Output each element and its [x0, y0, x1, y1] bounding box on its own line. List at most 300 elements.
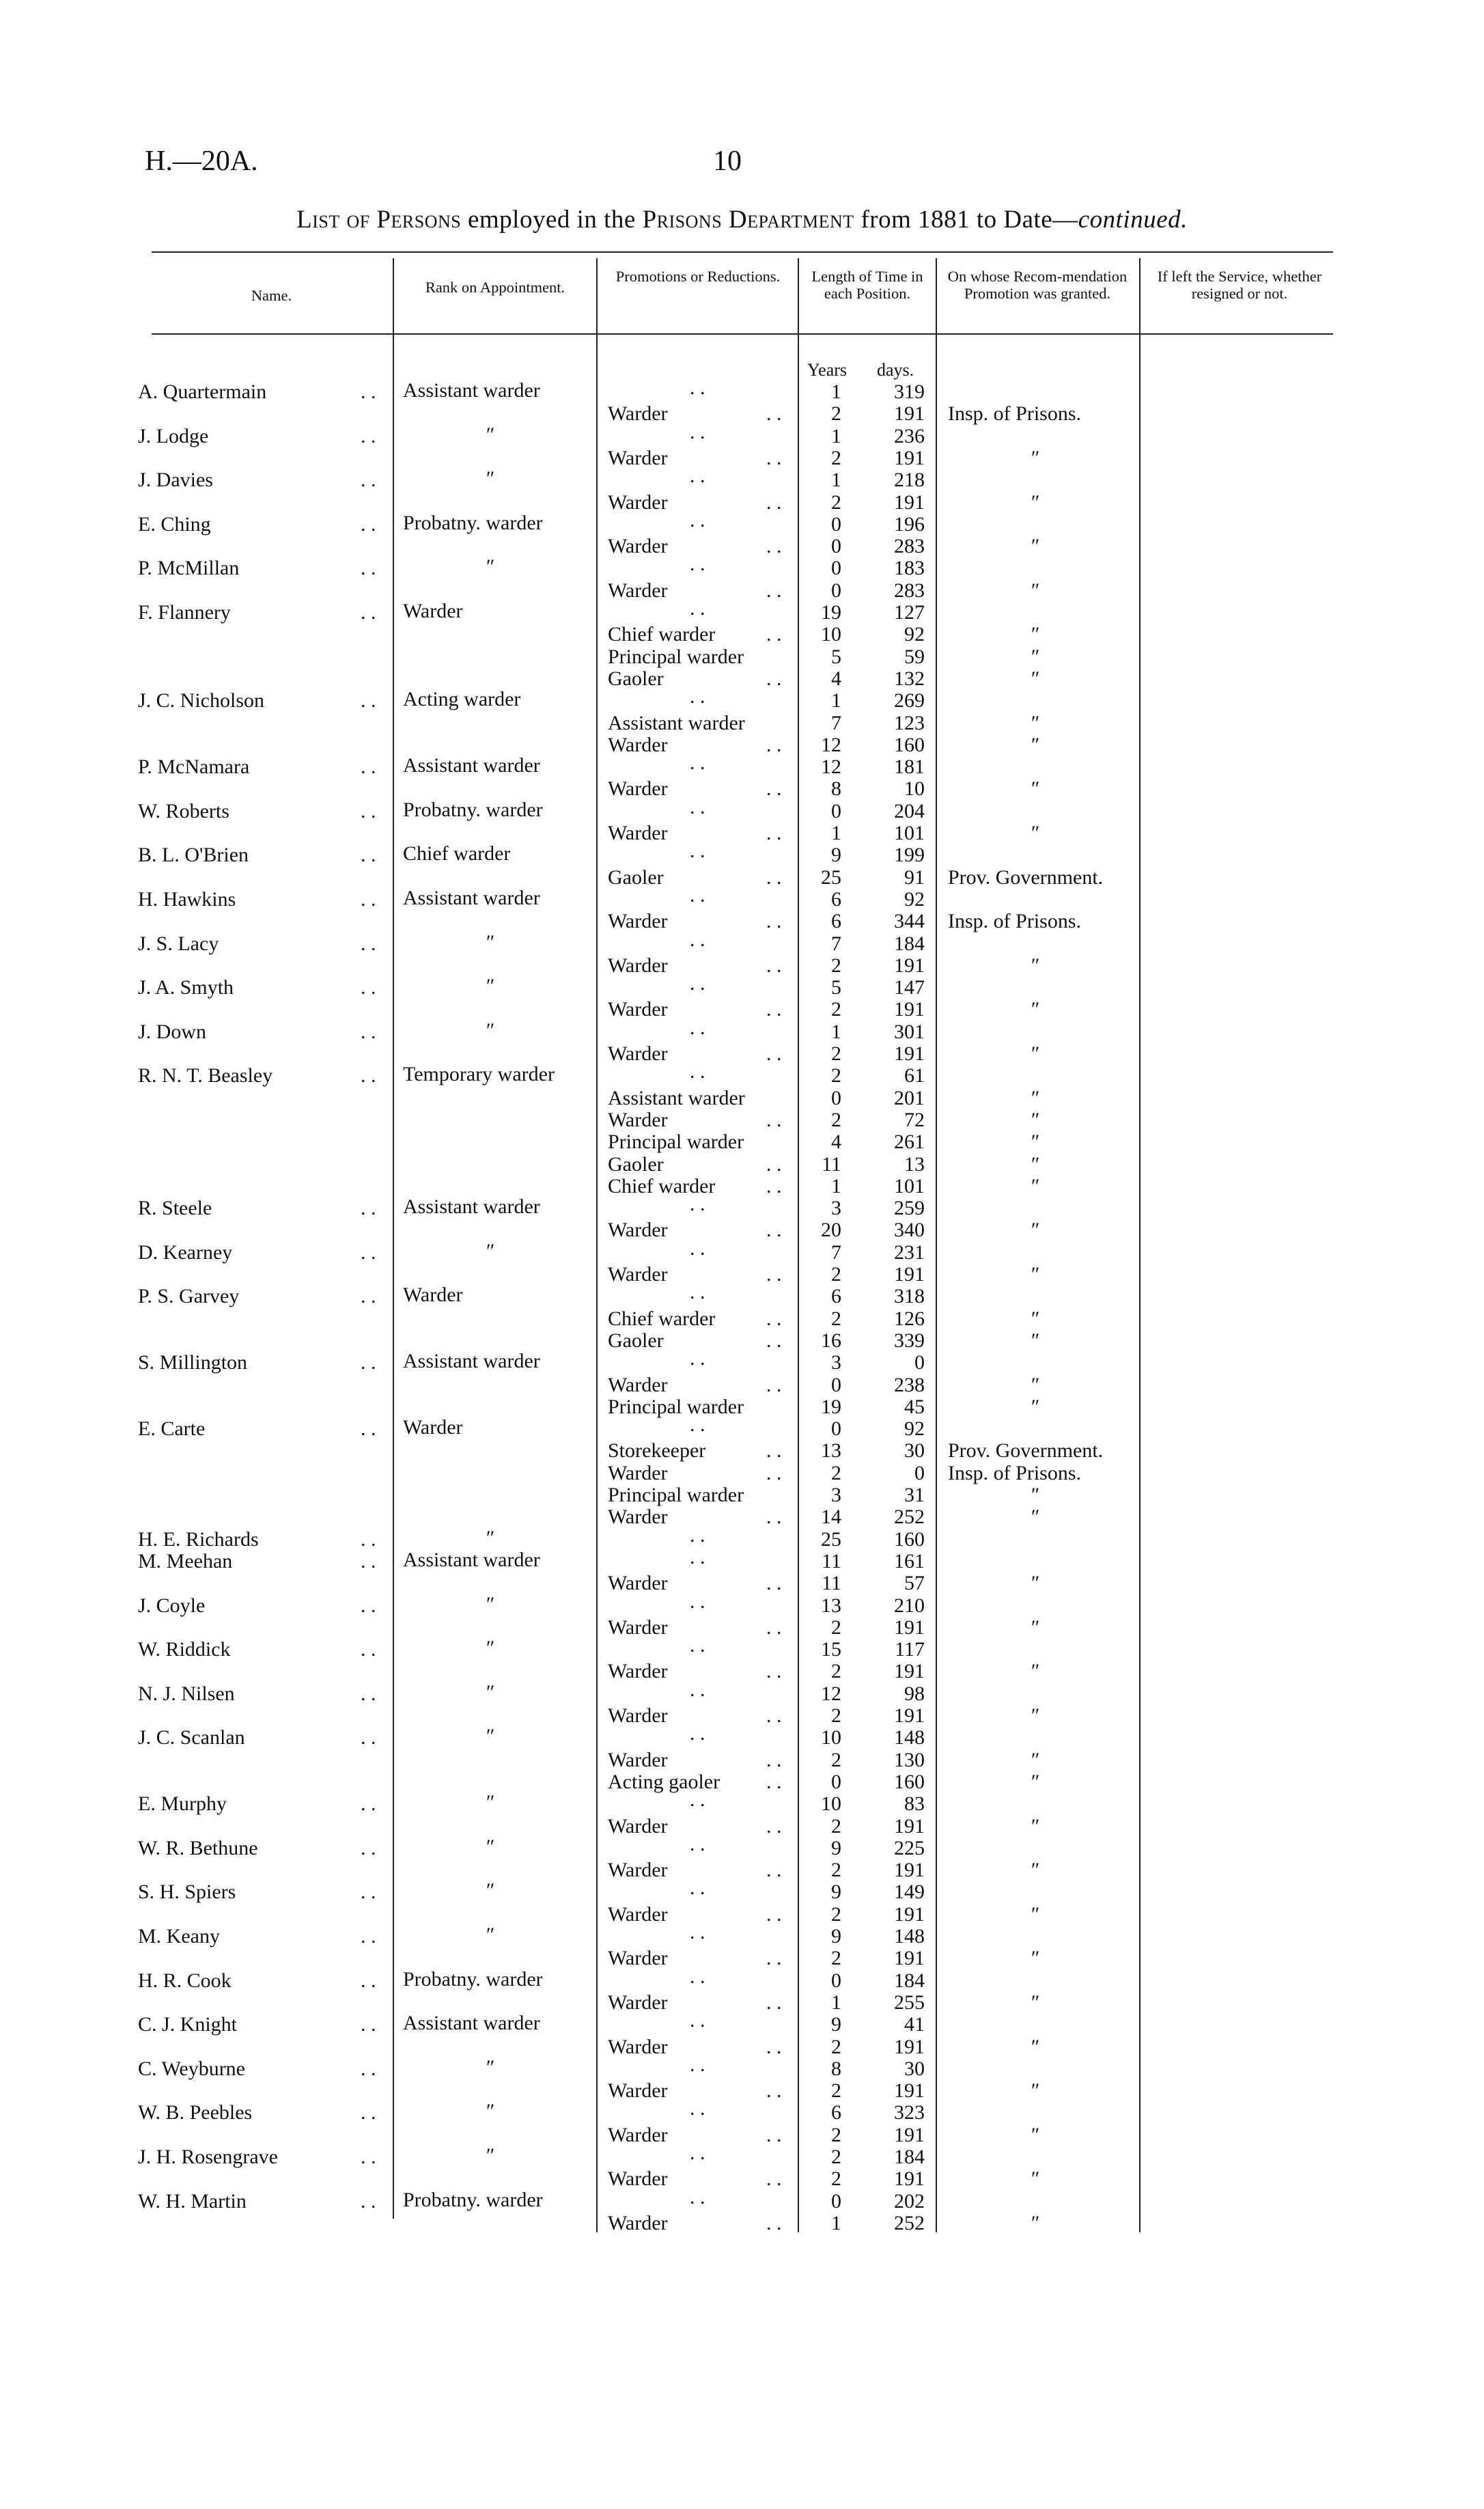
- column-header-recommendation: On whose Recom-mendation Promotion was granted.: [947, 268, 1128, 302]
- leader-dots: . .: [361, 1638, 376, 1661]
- rank-on-appointment: ″: [485, 467, 494, 490]
- leader-dots: . .: [690, 928, 705, 951]
- years-value: 3: [831, 1197, 841, 1220]
- rank-on-appointment: ″: [485, 2100, 494, 2123]
- promotion-title: Warder: [608, 777, 668, 801]
- years-value: 9: [831, 844, 841, 867]
- leader-dots: . .: [690, 1788, 705, 1812]
- promotion-title: Gaoler: [608, 865, 664, 889]
- years-value: 7: [831, 1240, 841, 1264]
- promotion-title: Gaoler: [608, 667, 664, 690]
- leader-dots: . .: [766, 1042, 782, 1065]
- leader-dots: . .: [766, 2035, 782, 2058]
- page-title: [0, 205, 1484, 234]
- recommended-by: ″: [1030, 1814, 1039, 1838]
- days-value: 204: [894, 799, 925, 822]
- recommended-by: ″: [1030, 1219, 1039, 1242]
- days-value: 92: [904, 1417, 925, 1441]
- leader-dots: . .: [766, 1152, 782, 1176]
- leader-dots: . .: [766, 402, 782, 426]
- leader-dots: . .: [361, 2146, 376, 2168]
- leader-dots: . .: [690, 1016, 705, 1039]
- recommended-by: ″: [1030, 1748, 1039, 1771]
- leader-dots: . .: [361, 601, 376, 624]
- years-value: 0: [831, 1373, 841, 1396]
- leader-dots: . .: [361, 1594, 376, 1617]
- leader-dots: . .: [361, 1881, 376, 1904]
- years-value: 19: [821, 1395, 841, 1418]
- days-value: 161: [894, 1549, 925, 1572]
- rank-on-appointment: Assistant warder: [403, 886, 540, 909]
- leader-dots: . .: [690, 1965, 705, 1988]
- years-value: 2: [831, 1704, 841, 1727]
- days-value: 191: [894, 1616, 925, 1639]
- recommended-by: ″: [1030, 1991, 1039, 2014]
- days-value: 0: [914, 1351, 925, 1374]
- years-value: 10: [821, 1792, 841, 1816]
- person-name: R. N. T. Beasley: [138, 1064, 273, 1087]
- leader-dots: . .: [766, 1329, 782, 1352]
- leader-dots: . .: [690, 508, 705, 531]
- table-top-rule: [152, 251, 1333, 253]
- promotion-title: Warder: [608, 402, 668, 426]
- person-name: B. L. O'Brien: [138, 844, 249, 867]
- promotion-title: Warder: [608, 1748, 668, 1771]
- years-value: 2: [831, 1461, 841, 1484]
- days-value: 238: [894, 1373, 925, 1396]
- years-value: 2: [831, 2123, 841, 2146]
- leader-dots: . .: [766, 954, 782, 977]
- recommended-by: ″: [1030, 1108, 1039, 1131]
- leader-dots: . .: [766, 1263, 782, 1286]
- person-name: H. E. Richards: [138, 1527, 259, 1551]
- years-value: 15: [821, 1638, 841, 1661]
- person-name: C. J. Knight: [138, 2013, 238, 2036]
- days-value: 252: [894, 2211, 925, 2234]
- leader-dots: . .: [690, 795, 705, 818]
- days-value: 191: [894, 1042, 925, 1065]
- leader-dots: . .: [690, 840, 705, 863]
- leader-dots: . .: [361, 1792, 376, 1816]
- promotion-title: Assistant warder: [608, 1086, 745, 1109]
- days-value: 191: [894, 1947, 925, 1970]
- years-value: 14: [821, 1506, 841, 1529]
- years-value: 0: [831, 2189, 841, 2213]
- years-value: 1: [831, 689, 841, 712]
- recommended-by: ″: [1030, 1947, 1039, 1970]
- promotion-title: Warder: [608, 998, 668, 1021]
- years-value: 1: [831, 1020, 841, 1043]
- person-name: W. Riddick: [138, 1638, 231, 1661]
- days-value: 91: [904, 865, 925, 889]
- recommended-by: ″: [1030, 2167, 1039, 2191]
- recommended-by: ″: [1030, 1704, 1039, 1727]
- days-value: 301: [894, 1020, 925, 1043]
- recommended-by: ″: [1030, 1395, 1039, 1418]
- years-value: 11: [822, 1152, 841, 1176]
- leader-dots: . .: [766, 1219, 782, 1242]
- person-name: E. Ching: [138, 512, 211, 536]
- days-value: 183: [894, 557, 925, 580]
- rank-on-appointment: Assistant warder: [403, 1548, 540, 1571]
- promotion-title: Warder: [608, 1506, 668, 1529]
- promotion-title: Assistant warder: [608, 711, 745, 734]
- years-label: Years: [807, 360, 848, 380]
- years-value: 9: [831, 1881, 841, 1904]
- promotion-title: Warder: [608, 2211, 668, 2234]
- recommended-by: ″: [1030, 1660, 1039, 1683]
- person-name: J. Lodge: [138, 424, 209, 447]
- leader-dots: . .: [361, 1925, 376, 1947]
- days-value: 191: [894, 402, 925, 426]
- promotion-title: Storekeeper: [608, 1439, 706, 1463]
- person-name: D. Kearney: [138, 1240, 233, 1264]
- leader-dots: . .: [766, 910, 782, 933]
- recommended-by: ″: [1030, 1859, 1039, 1882]
- years-value: 2: [831, 1660, 841, 1683]
- recommended-by: Insp. of Prisons.: [948, 910, 1082, 933]
- days-value: 117: [895, 1638, 925, 1661]
- rank-on-appointment: Assistant warder: [403, 754, 540, 777]
- leader-dots: . .: [690, 1236, 705, 1260]
- leader-dots: . .: [766, 1902, 782, 1926]
- days-value: 283: [894, 579, 925, 602]
- recommended-by: Insp. of Prisons.: [948, 402, 1082, 426]
- years-value: 5: [831, 976, 841, 999]
- leader-dots: . .: [361, 2101, 376, 2124]
- leader-dots: . .: [766, 2079, 782, 2103]
- days-value: 318: [894, 1285, 925, 1308]
- days-value: 184: [894, 1969, 925, 1992]
- column-header-name: Name.: [251, 287, 292, 304]
- promotion-title: Warder: [608, 1461, 668, 1484]
- promotion-title: Warder: [608, 1660, 668, 1683]
- leader-dots: . .: [766, 2167, 782, 2191]
- promotion-title: Warder: [608, 2167, 668, 2191]
- recommended-by: ″: [1030, 1152, 1039, 1176]
- promotion-title: Gaoler: [608, 1152, 664, 1176]
- rank-on-appointment: ″: [485, 1592, 494, 1616]
- person-name: C. Weyburne: [138, 2057, 246, 2080]
- days-value: 191: [894, 446, 925, 469]
- rank-on-appointment: Probatny. warder: [403, 2188, 543, 2211]
- column-divider: [1139, 258, 1140, 2232]
- days-value: 101: [894, 1174, 925, 1197]
- days-value: 259: [894, 1197, 925, 1220]
- rank-on-appointment: ″: [485, 930, 494, 954]
- days-value: 184: [894, 2146, 925, 2168]
- table-header-rule: [152, 333, 1333, 335]
- recommended-by: ″: [1030, 954, 1039, 977]
- leader-dots: . .: [690, 1634, 705, 1657]
- recommended-by: ″: [1030, 822, 1039, 844]
- years-value: 9: [831, 1925, 841, 1947]
- promotion-title: Warder: [608, 1902, 668, 1926]
- days-value: 149: [894, 1881, 925, 1904]
- years-value: 2: [831, 490, 841, 514]
- days-value: 191: [894, 1859, 925, 1882]
- leader-dots: . .: [690, 883, 705, 906]
- years-value: 1: [831, 1174, 841, 1197]
- recommended-by: ″: [1030, 1086, 1039, 1109]
- days-value: 199: [894, 844, 925, 867]
- leader-dots: . .: [766, 1616, 782, 1639]
- person-name: N. J. Nilsen: [138, 1682, 235, 1705]
- days-value: 340: [894, 1219, 925, 1242]
- leader-dots: . .: [361, 1836, 376, 1859]
- years-value: 2: [831, 1263, 841, 1286]
- days-value: 147: [894, 976, 925, 999]
- leader-dots: . .: [766, 535, 782, 558]
- leader-dots: . .: [766, 2123, 782, 2146]
- rank-on-appointment: Assistant warder: [403, 379, 540, 402]
- recommended-by: ″: [1030, 1042, 1039, 1065]
- years-value: 16: [821, 1329, 841, 1352]
- promotion-title: Principal warder: [608, 1131, 744, 1154]
- recommended-by: ″: [1030, 1616, 1039, 1639]
- rank-on-appointment: Temporary warder: [403, 1063, 555, 1086]
- years-value: 8: [831, 777, 841, 801]
- leader-dots: . .: [766, 1947, 782, 1970]
- leader-dots: . .: [361, 2013, 376, 2036]
- recommended-by: ″: [1030, 446, 1039, 469]
- days-value: 31: [904, 1484, 925, 1506]
- title-dept: Prisons Department: [642, 206, 854, 234]
- leader-dots: . .: [361, 1020, 376, 1043]
- leader-dots: . .: [361, 2189, 376, 2213]
- rank-on-appointment: ″: [485, 1637, 494, 1660]
- promotion-title: Principal warder: [608, 645, 744, 668]
- person-name: J. Down: [138, 1020, 207, 1043]
- rank-on-appointment: ″: [485, 1725, 494, 1748]
- recommended-by: ″: [1030, 2211, 1039, 2234]
- days-value: 191: [894, 1660, 925, 1683]
- person-name: S. H. Spiers: [138, 1881, 236, 1904]
- years-value: 0: [831, 557, 841, 580]
- promotion-title: Gaoler: [608, 1329, 664, 1352]
- days-value: 191: [894, 998, 925, 1021]
- promotion-title: Warder: [608, 2079, 668, 2103]
- days-value: 231: [894, 1240, 925, 1264]
- years-value: 1: [831, 380, 841, 403]
- leader-dots: . .: [690, 1281, 705, 1304]
- rank-on-appointment: ″: [485, 1879, 494, 1902]
- years-value: 2: [831, 402, 841, 426]
- rank-on-appointment: Acting warder: [403, 688, 521, 711]
- years-value: 2: [831, 1064, 841, 1087]
- recommended-by: ″: [1030, 1506, 1039, 1529]
- days-value: 83: [904, 1792, 925, 1816]
- leader-dots: . .: [766, 1991, 782, 2014]
- rank-on-appointment: ″: [485, 1924, 494, 1946]
- promotion-title: Warder: [608, 2035, 668, 2058]
- years-value: 2: [831, 998, 841, 1021]
- leader-dots: . .: [361, 1197, 376, 1220]
- recommended-by: ″: [1030, 711, 1039, 734]
- promotion-title: Warder: [608, 2123, 668, 2146]
- leader-dots: . .: [690, 1921, 705, 1943]
- leader-dots: . .: [766, 490, 782, 514]
- recommended-by: ″: [1030, 1373, 1039, 1396]
- days-value: 126: [894, 1307, 925, 1330]
- years-value: 1: [831, 424, 841, 447]
- column-divider: [596, 258, 598, 2232]
- leader-dots: . .: [766, 1814, 782, 1838]
- days-value: 191: [894, 954, 925, 977]
- person-name: E. Murphy: [138, 1792, 227, 1816]
- days-value: 148: [894, 1726, 925, 1749]
- days-value: 92: [904, 887, 925, 911]
- document-code: H.—20A.: [145, 145, 258, 177]
- years-value: 0: [831, 1086, 841, 1109]
- leader-dots: . .: [361, 557, 376, 580]
- leader-dots: . .: [690, 2009, 705, 2032]
- days-value: 191: [894, 1704, 925, 1727]
- person-name: S. Millington: [138, 1351, 248, 1374]
- years-value: 7: [831, 711, 841, 734]
- person-name: J. A. Smyth: [138, 976, 234, 999]
- leader-dots: . .: [690, 1590, 705, 1613]
- rank-on-appointment: ″: [485, 423, 494, 446]
- leader-dots: . .: [766, 579, 782, 602]
- years-value: 10: [821, 623, 841, 646]
- days-value: 191: [894, 2079, 925, 2103]
- promotion-title: Chief warder: [608, 623, 716, 646]
- leader-dots: . .: [361, 1726, 376, 1749]
- leader-dots: . .: [690, 2185, 705, 2208]
- years-value: 2: [831, 2146, 841, 2168]
- column-divider: [393, 258, 394, 2219]
- rank-on-appointment: Warder: [403, 600, 463, 622]
- days-value: 41: [904, 2013, 925, 2036]
- days-value: 191: [894, 1814, 925, 1838]
- rank-on-appointment: ″: [485, 975, 494, 998]
- years-value: 13: [821, 1439, 841, 1463]
- rank-on-appointment: Assistant warder: [403, 1350, 540, 1373]
- rank-on-appointment: Chief warder: [403, 842, 511, 865]
- promotion-title: Warder: [608, 822, 668, 844]
- leader-dots: . .: [690, 2141, 705, 2164]
- promotion-title: Warder: [608, 1219, 668, 1242]
- person-name: M. Keany: [138, 1925, 220, 1947]
- promotion-title: Warder: [608, 1263, 668, 1286]
- recommended-by: ″: [1030, 490, 1039, 514]
- years-value: 2: [831, 1748, 841, 1771]
- leader-dots: . .: [361, 756, 376, 779]
- recommended-by: ″: [1030, 1174, 1039, 1197]
- leader-dots: . .: [690, 2053, 705, 2076]
- recommended-by: ″: [1030, 667, 1039, 690]
- recommended-by: ″: [1030, 2123, 1039, 2146]
- years-value: 19: [821, 601, 841, 624]
- leader-dots: . .: [690, 1876, 705, 1900]
- years-value: 9: [831, 2013, 841, 2036]
- promotion-title: Warder: [608, 535, 668, 558]
- promotion-title: Warder: [608, 1373, 668, 1396]
- leader-dots: . .: [690, 1545, 705, 1568]
- column-header-length: Length of Time in each Position.: [811, 268, 923, 302]
- column-divider: [936, 258, 937, 2232]
- leader-dots: . .: [766, 667, 782, 690]
- promotion-title: Chief warder: [608, 1307, 716, 1330]
- leader-dots: . .: [361, 2057, 376, 2080]
- recommended-by: Prov. Government.: [948, 1439, 1104, 1463]
- rank-on-appointment: Warder: [403, 1284, 463, 1307]
- recommended-by: ″: [1030, 2079, 1039, 2103]
- recommended-by: ″: [1030, 623, 1039, 646]
- title-continued: continued.: [1078, 206, 1188, 234]
- rank-on-appointment: ″: [485, 1835, 494, 1858]
- years-value: 13: [821, 1594, 841, 1617]
- days-value: 191: [894, 1902, 925, 1926]
- days-value: 261: [894, 1131, 925, 1154]
- days-value: 30: [904, 1439, 925, 1463]
- leader-dots: . .: [690, 751, 705, 775]
- years-value: 11: [822, 1549, 841, 1572]
- days-value: 344: [894, 910, 925, 933]
- recommended-by: ″: [1030, 733, 1039, 756]
- promotion-title: Chief warder: [608, 1174, 716, 1197]
- leader-dots: . .: [766, 1174, 782, 1197]
- years-value: 0: [831, 1770, 841, 1793]
- days-value: 196: [894, 512, 925, 536]
- recommended-by: ″: [1030, 535, 1039, 558]
- years-value: 2: [831, 1616, 841, 1639]
- leader-dots: . .: [361, 469, 376, 492]
- leader-dots: . .: [690, 972, 705, 995]
- leader-dots: . .: [690, 1193, 705, 1216]
- leader-dots: . .: [690, 376, 705, 399]
- days-value: 123: [894, 711, 925, 734]
- days-value: 236: [894, 424, 925, 447]
- leader-dots: . .: [766, 1704, 782, 1727]
- title-from: from 1881 to Date—: [860, 206, 1078, 234]
- recommended-by: Insp. of Prisons.: [948, 1461, 1082, 1484]
- leader-dots: . .: [766, 1461, 782, 1484]
- promotion-title: Warder: [608, 1616, 668, 1639]
- years-value: 25: [821, 1527, 841, 1551]
- leader-dots: . .: [690, 2097, 705, 2120]
- promotion-title: Warder: [608, 1991, 668, 2014]
- days-value: 191: [894, 1263, 925, 1286]
- leader-dots: . .: [361, 1285, 376, 1308]
- leader-dots: . .: [361, 512, 376, 536]
- leader-dots: . .: [690, 1722, 705, 1745]
- days-value: 92: [904, 623, 925, 646]
- days-value: 13: [904, 1152, 925, 1176]
- promotion-title: Warder: [608, 446, 668, 469]
- leader-dots: . .: [766, 822, 782, 844]
- days-value: 148: [894, 1925, 925, 1947]
- leader-dots: . .: [690, 465, 705, 488]
- recommended-by: ″: [1030, 1484, 1039, 1506]
- days-value: 184: [894, 932, 925, 955]
- years-value: 6: [831, 887, 841, 911]
- promotion-title: Principal warder: [608, 1484, 744, 1506]
- days-value: 59: [904, 645, 925, 668]
- page-number: 10: [713, 145, 742, 177]
- years-value: 2: [831, 1307, 841, 1330]
- recommended-by: ″: [1030, 1902, 1039, 1926]
- leader-dots: . .: [361, 887, 376, 911]
- years-value: 11: [822, 1572, 841, 1595]
- days-value: 160: [894, 1770, 925, 1793]
- years-value: 6: [831, 910, 841, 933]
- recommended-by: ″: [1030, 579, 1039, 602]
- person-name: H. Hawkins: [138, 887, 236, 911]
- title-lead: List of Persons: [296, 206, 462, 234]
- promotion-title: Warder: [608, 910, 668, 933]
